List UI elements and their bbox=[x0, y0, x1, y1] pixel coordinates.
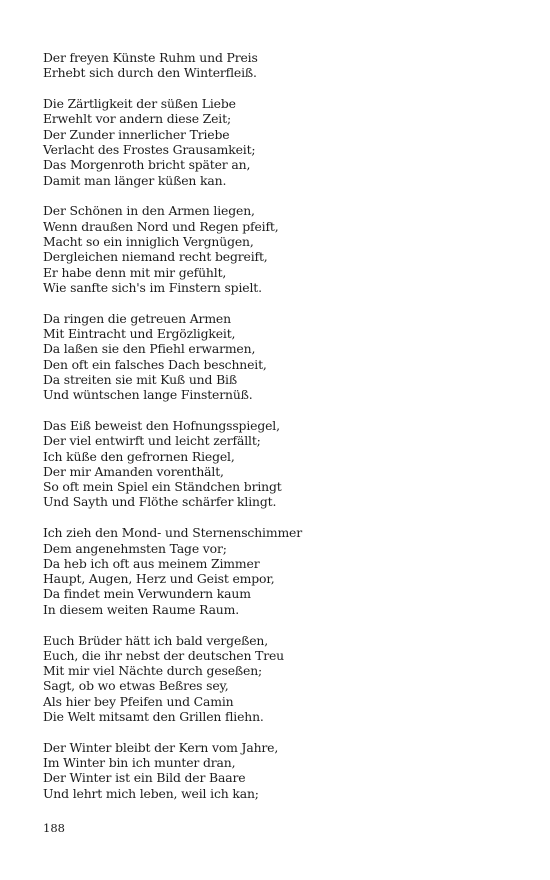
poem-line: Der Winter ist ein Bild der Baare bbox=[43, 770, 246, 786]
poem-line: Mit mir viel Nächte durch geseßen; bbox=[43, 663, 263, 679]
poem-line: Der mir Amanden vorenthält, bbox=[43, 463, 224, 479]
poem-line: Das Eiß beweist den Hofnungsspiegel, bbox=[43, 417, 280, 433]
poem-line: Als hier bey Pfeifen und Camin bbox=[43, 693, 234, 709]
poem-line: Da streiten sie mit Kuß und Biß bbox=[43, 371, 237, 387]
stanza bbox=[43, 740, 503, 801]
poem-line: Damit man länger küßen kan. bbox=[43, 172, 227, 188]
poem-line: Euch, die ihr nebst der deutschen Treu bbox=[43, 647, 284, 663]
poem-line: Sagt, ob wo etwas Beßres sey, bbox=[43, 678, 229, 694]
poem-line: Der Winter bleibt der Kern vom Jahre, bbox=[43, 739, 279, 755]
poem-line: Mit Eintracht und Ergözligkeit, bbox=[43, 325, 236, 341]
poem-line: Das Morgenroth bricht später an, bbox=[43, 157, 251, 173]
poem-line: Den oft ein falsches Dach beschneit, bbox=[43, 356, 267, 372]
poem-line: Der Schönen in den Armen liegen, bbox=[43, 203, 255, 219]
poem-line: Ich zieh den Mond- und Sternenschimmer bbox=[43, 525, 303, 541]
poem-line: So oft mein Spiel ein Ständchen bringt bbox=[43, 479, 282, 495]
stanza bbox=[43, 525, 503, 617]
poem-line: Und lehrt mich leben, weil ich kan; bbox=[43, 785, 259, 801]
poem-line: Erhebt sich durch den Winterfleiß. bbox=[43, 65, 257, 81]
poem-line: Wenn draußen Nord und Regen pfeift, bbox=[43, 218, 279, 234]
poem-line: Ich küße den gefrornen Riegel, bbox=[43, 448, 235, 464]
stanza bbox=[43, 633, 503, 725]
stanza bbox=[43, 203, 503, 295]
poem-line: Da laßen sie den Pfiehl erwarmen, bbox=[43, 341, 256, 357]
poem-line: Macht so ein inniglich Vergnügen, bbox=[43, 233, 254, 249]
poem-line: Dergleichen niemand recht begreift, bbox=[43, 249, 268, 265]
poem-line: Erwehlt vor andern diese Zeit; bbox=[43, 111, 231, 127]
poem-line: Er habe denn mit mir gefühlt, bbox=[43, 264, 227, 280]
poem-line: Da findet mein Verwundern kaum bbox=[43, 586, 251, 602]
stanza bbox=[43, 50, 503, 81]
poem-line: Haupt, Augen, Herz und Geist empor, bbox=[43, 571, 275, 587]
poem-line: Dem angenehmsten Tage vor; bbox=[43, 540, 227, 556]
poem-line: Die Welt mitsamt den Grillen fliehn. bbox=[43, 708, 264, 724]
poem-line: In diesem weiten Raume Raum. bbox=[43, 601, 240, 617]
poem-line: Der freyen Künste Ruhm und Preis bbox=[43, 50, 258, 65]
poem-line: Verlacht des Frostes Grausamkeit; bbox=[43, 141, 256, 157]
poem-line: Und Sayth und Flöthe schärfer klingt. bbox=[43, 494, 277, 510]
poem-text bbox=[43, 50, 503, 816]
stanza bbox=[43, 311, 503, 403]
poem-line: Der Zunder innerlicher Triebe bbox=[43, 126, 230, 142]
poem-line: Euch Brüder hätt ich bald vergeßen, bbox=[43, 632, 269, 648]
poem-line: Und wüntschen lange Finsternüß. bbox=[43, 387, 253, 403]
poem-line: Da ringen die getreuen Armen bbox=[43, 310, 231, 326]
poem-line: Die Zärtligkeit der süßen Liebe bbox=[43, 96, 236, 112]
poem-line: Im Winter bin ich munter dran, bbox=[43, 755, 236, 771]
poem-line: Der viel entwirft und leicht zerfällt; bbox=[43, 433, 261, 449]
page-number: 188 bbox=[43, 821, 65, 835]
stanza bbox=[43, 96, 503, 188]
poem-line: Da heb ich oft aus meinem Zimmer bbox=[43, 555, 260, 571]
poem-line: Wie sanfte sich's im Finstern spielt. bbox=[43, 279, 262, 295]
stanza bbox=[43, 418, 503, 510]
